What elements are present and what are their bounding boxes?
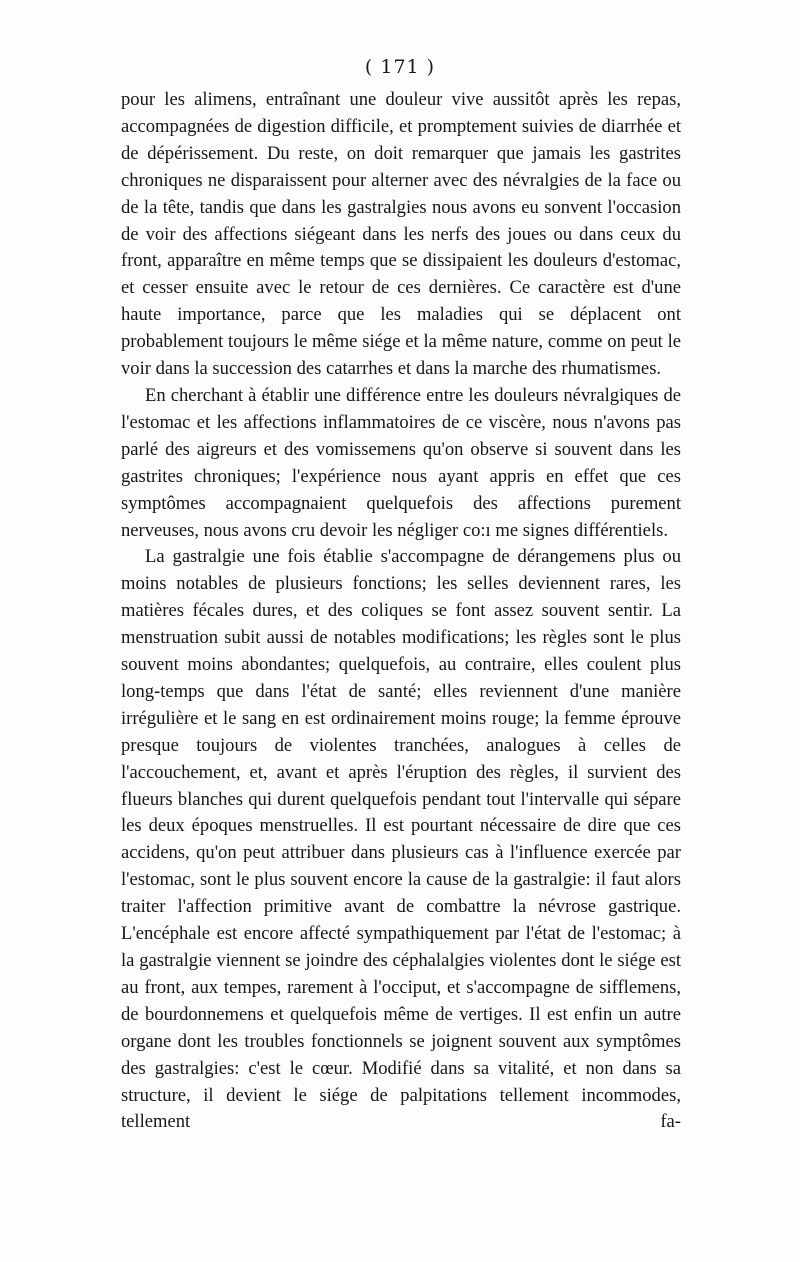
body-text [121,87,681,1136]
paragraph-differential-signs: En cherchant à établir une différence entre les douleurs névralgiques de l'estomac et les affections inflammatoires de ce viscère, nous n'avons pas parlé des aigreurs et des vomissemens qu'on observe si souvent dans les gastrites chroniques; l'expérience nous ayant appris en effet que ces symptômes accompagnaient quelquefois des affections purement nerveuses, nous avons cru devoir les négliger co:ı me signes différentiels. [121,384,681,541]
paragraph-gastralgia-effects: La gastralgie une fois établie s'accompagne de dérangemens plus ou moins notables de plusieurs fonctions; les selles deviennent rares, les matières fécales dures, et des coliques se font assez souvent sentir. La menstruation subit aussi de notables modifications; les règles sont le plus souvent moins abondantes; quelquefois, au contraire, elles coulent plus long-temps que dans l'état de santé; elles reviennent d'une manière irrégulière et le sang en est ordinairement moins rouge; la femme éprouve presque toujours de violentes tranchées, analogues à celles de l'accouchement, et, avant et après l'éruption des règles, il survient des flueurs blanches qui durent quelquefois pendant tout l'intervalle qui sépare les deux époques menstruelles. Il est pourtant nécessaire de dire que ces accidens, qu'on peut attribuer dans plusieurs cas à l'influence exercée par l'estomac, sont le plus souvent encore la cause de la gastralgie: il faut alors traiter l'affection primitive avant de combattre la névrose gastrique. L'encéphale est encore affecté sympathiquement par l'état de l'estomac; à la gastralgie viennent se joindre des céphalalgies violentes dont le siége est au front, aux tempes, rarement à l'occiput, et s'accompagne de sifflemens, de bourdonnemens et quelquefois même de vertiges. Il est enfin un autre organe dont les troubles fonctionnels se joignent souvent aux symptômes des gastralgies: c'est le cœur. Modifié dans sa vitalité, et non dans sa structure, il devient le siége de palpitations tellement incommodes, tellement fa- [121,546,681,1133]
paragraph-continuation: pour les alimens, entraînant une douleur vive aussitôt après les repas, accompagnées de digestion difficile, et promptement suivies de diarrhée et de dépérissement. Du reste, on doit remarquer que jamais les gastrites chroniques ne disparaissent pour alterner avec des névralgies de la face ou de la tête, tandis que dans les gastralgies nous avons eu sonvent l'occasion de voir des affections siégeant dans les nerfs des joues ou dans ceux du front, apparaître en même temps que se dissipaient les douleurs d'estomac, et cesser ensuite avec le retour de ces dernières. Ce caractère est d'une haute importance, parce que les maladies qui se déplacent ont probablement toujours le même siége et la même nature, comme on peut le voir dans la succession des catarrhes et dans la marche des rhumatismes. [121,89,681,380]
page-number: ( 171 ) [364,56,436,78]
